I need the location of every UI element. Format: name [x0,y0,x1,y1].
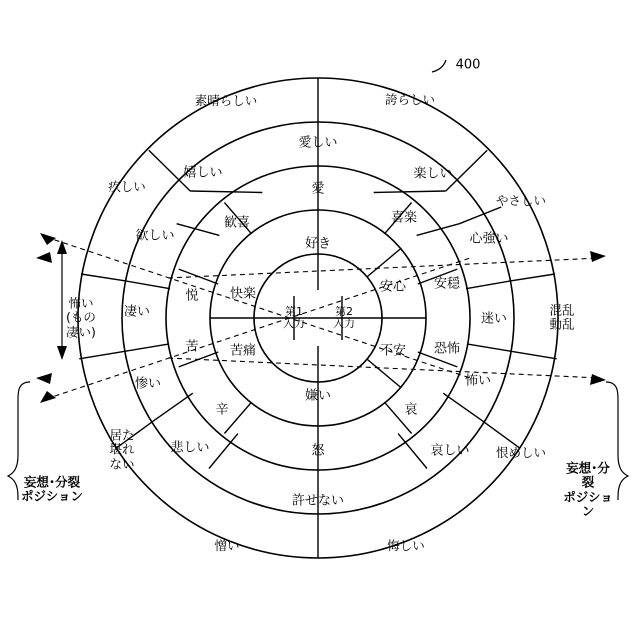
ring4-item-uramishii: 恨めしい [495,444,547,460]
ring1-item-fuan: 不安 [379,343,407,359]
left-inner-arrow [57,240,67,360]
ring2-item-ku: 苦 [185,339,199,355]
ring2-item-annon: 安穏 [433,276,461,292]
ring4-item-hokorashii: 誇らしい [384,91,436,107]
callout-400-label: 400 [455,57,481,73]
ring3-item-yurusenai: 許せない [291,493,345,509]
left-position-annotation: 妄想･分裂 ポジション [21,474,83,504]
core-label-first-input: 第1 入力 [283,304,305,330]
core-label-second-input: 第2 入力 [333,304,355,330]
ring4-item-nikui: 憎い [214,537,240,553]
right-brace [606,382,628,500]
ring4-item-konran-douran: 混乱 動乱 [549,302,575,332]
ring1-item-kirai: 嫌い [304,388,332,404]
ring3-item-itoshii: 愛しい [298,135,338,151]
ring3-item-kanashii: 悲しい [170,440,210,456]
ring3-item-kowai: 怖い [464,373,492,389]
ring3-item-mugoi: 惨い [134,376,162,392]
ring1-item-kairaku: 快楽 [229,286,257,302]
ring2-item-kyoufu: 恐怖 [433,341,461,357]
ring2-item-kiraku: 喜楽 [390,210,418,226]
ring3-item-hoshii: 欲しい [135,228,175,244]
ring2-item-ai: 愛 [311,181,325,197]
ring3-item-ureshii: 嬉しい [183,165,223,181]
ring1-item-suki: 好き [304,236,332,252]
ring2-item-kanki: 歓喜 [223,215,251,231]
ring4-item-subarashii: 素晴らしい [194,92,258,108]
ring2-item-ai-sorrow: 哀 [404,402,418,418]
ring3-item-tanoshii: 楽しい [413,166,453,182]
ring1-item-anshin: 安心 [379,279,407,295]
ring3-item-kokoroduyoi: 心強い [469,231,509,247]
ring4-item-kuyashii: 悔しい [387,537,425,553]
ring4-item-yasashii: やさしい [495,192,547,208]
ring2-item-etsu: 悦 [185,288,199,304]
ring3-item-kanashii-ai: 哀しい [430,443,470,459]
callout-400-pointer [432,60,446,72]
ring2-item-ikari: 怒 [311,443,325,459]
right-position-annotation: 妄想･分裂 ポジション [563,460,613,519]
ring4-item-yamashii: 疚しい [108,178,146,194]
ring3-item-mayoi: 迷い [480,311,508,327]
ring1-item-kutsuu: 苦痛 [229,343,257,359]
ring4-item-itatamarenai: 居た 堪れ ない [109,427,135,472]
left-brace [8,382,30,500]
ring3-item-sugoi: 凄い [123,304,151,320]
ring4-item-kowai-monosugoi: 怖い (もの 凄い) [66,295,96,340]
ring2-item-tsurai: 辛 [215,402,229,418]
